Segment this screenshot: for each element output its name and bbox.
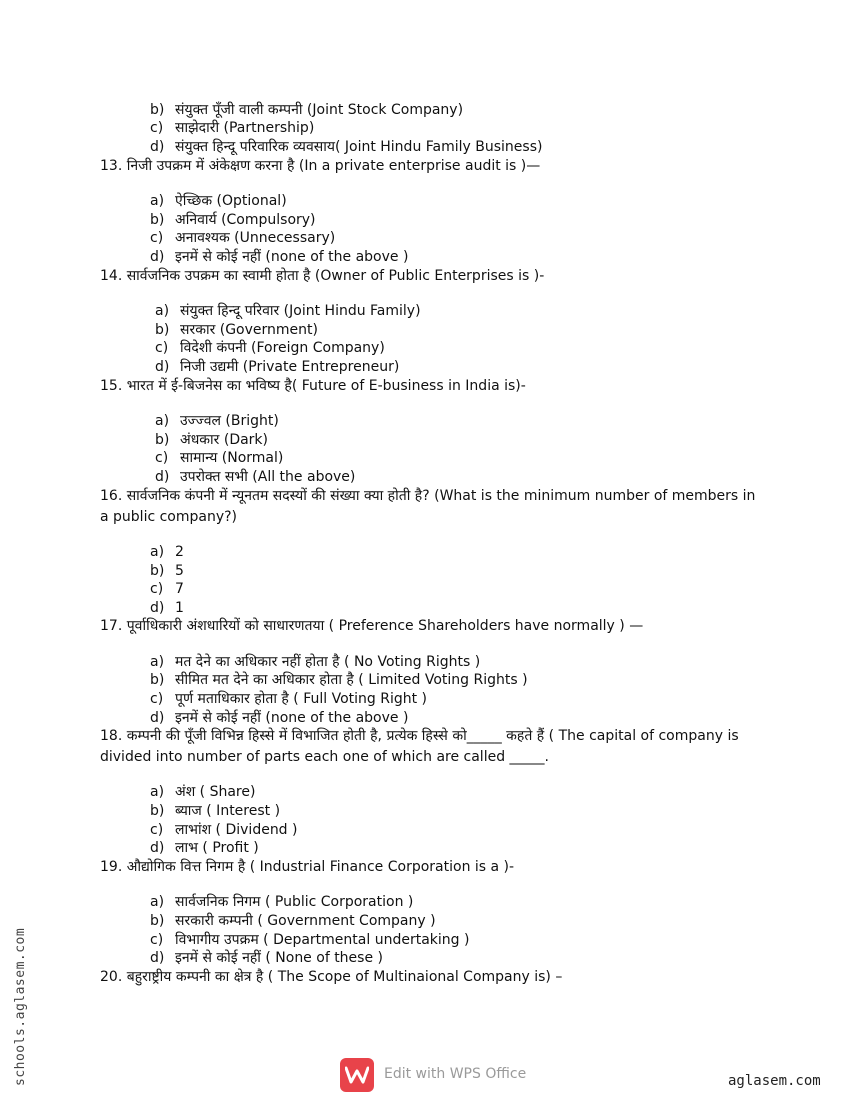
option-letter: b) [150,212,165,228]
option-text: 7 [175,581,184,597]
option-letter: d) [150,840,165,856]
option [150,229,335,247]
site-watermark: aglasem.com [728,1073,821,1089]
option [150,599,184,617]
option-letter: b) [150,803,165,819]
option [150,690,427,708]
option [150,211,316,229]
option [155,321,318,339]
side-watermark: schools.aglasem.com [13,927,28,1086]
option-text: विभागीय उपक्रम ( Departmental undertaking ) [175,932,470,948]
option-letter: c) [155,340,169,356]
option-text: इनमें से कोई नहीं (none of the above ) [175,710,409,726]
option-letter: a) [150,193,165,209]
option-text: सीमित मत देने का अधिकार होता है ( Limited Voting Rights ) [175,672,528,688]
wps-edit-button[interactable] [340,1058,540,1092]
option-text: लाभ ( Profit ) [175,840,259,856]
option [155,449,283,467]
option-letter: a) [150,654,165,670]
question: 17. पूर्वाधिकारी अंशधारियों को साधारणतया ( Preference Shareholders have normally ) — [100,618,644,634]
option-text: सामान्य (Normal) [180,450,284,466]
option-letter: b) [150,913,165,929]
option-letter: b) [150,102,165,118]
option-letter: d) [150,139,165,155]
option-text: 2 [175,544,184,560]
question: 16. सार्वजनिक कंपनी में न्यूनतम सदस्यों की संख्या क्या होती है? (What is the minimum number of members in [100,488,756,504]
option-letter: d) [150,600,165,616]
question: 13. निजी उपक्रम में अंकेक्षण करना है (In a private enterprise audit is )— [100,158,541,174]
option-letter: c) [150,581,164,597]
option-text: इनमें से कोई नहीं (none of the above ) [175,249,409,265]
option [150,138,542,156]
option [155,302,421,320]
option [150,893,413,911]
option-text: साझेदारी (Partnership) [175,120,315,136]
option-letter: c) [150,932,164,948]
option [155,468,355,486]
option [155,339,385,357]
option [150,839,259,857]
option [150,802,280,820]
question-continued: divided into number of parts each one of which are called _____. [100,749,549,765]
option-letter: b) [155,432,170,448]
option [150,931,469,949]
option [150,543,184,561]
option-letter: b) [150,563,165,579]
option-text: इनमें से कोई नहीं ( None of these ) [175,950,383,966]
option-letter: d) [155,469,170,485]
option-letter: b) [150,672,165,688]
option-letter: d) [155,359,170,375]
option-letter: b) [155,322,170,338]
option-letter: a) [150,544,165,560]
option-letter: c) [150,120,164,136]
wps-edit-label: Edit with WPS Office [384,1066,527,1082]
option-text: विदेशी कंपनी (Foreign Company) [180,340,385,356]
option [150,949,383,967]
option-text: पूर्ण मताधिकार होता है ( Full Voting Right ) [175,691,428,707]
option [155,358,399,376]
option-letter: c) [150,230,164,246]
option-letter: a) [155,413,170,429]
option-letter: c) [150,691,164,707]
question: 19. औद्योगिक वित्त निगम है ( Industrial Finance Corporation is a )- [100,859,515,875]
option [155,431,268,449]
option [150,562,184,580]
option-text: सरकारी कम्पनी ( Government Company ) [175,913,436,929]
option-letter: a) [150,894,165,910]
option-text: मत देने का अधिकार नहीं होता है ( No Voting Rights ) [175,654,481,670]
option [150,821,298,839]
option [150,248,408,266]
option-text: ब्याज ( Interest ) [175,803,281,819]
option [150,192,287,210]
option-text: उज्ज्वल (Bright) [180,413,279,429]
option-text: ऐच्छिक (Optional) [175,193,287,209]
option-text: 1 [175,600,184,616]
question: 18. कम्पनी की पूँजी विभिन्न हिस्से में विभाजित होती है, प्रत्येक हिस्से को_____ कहते हैं ( The capital of company is [100,728,739,744]
option [150,653,480,671]
question: 15. भारत में ई-बिजनेस का भविष्य है( Future of E-business in India is)- [100,378,526,394]
option-letter: a) [155,303,170,319]
option-letter: d) [150,249,165,265]
option-text: अनावश्यक (Unnecessary) [175,230,336,246]
option [155,412,279,430]
option-text: अनिवार्य (Compulsory) [175,212,316,228]
option-letter: a) [150,784,165,800]
option-text: संयुक्त हिन्दू परिवार (Joint Hindu Family) [180,303,421,319]
option-text: निजी उद्यमी (Private Entrepreneur) [180,359,400,375]
option-text: सरकार (Government) [180,322,318,338]
option [150,912,436,930]
option-text: अंश ( Share) [175,784,256,800]
option [150,580,184,598]
option [150,671,528,689]
question: 20. बहुराष्ट्रीय कम्पनी का क्षेत्र है ( The Scope of Multinaional Company is) – [100,969,563,985]
option-letter: c) [155,450,169,466]
option-letter: d) [150,710,165,726]
option-text: सार्वजनिक निगम ( Public Corporation ) [175,894,414,910]
question-continued: a public company?) [100,509,238,525]
option [150,119,314,137]
option-letter: c) [150,822,164,838]
question: 14. सार्वजनिक उपक्रम का स्वामी होता है (Owner of Public Enterprises is )- [100,268,545,284]
option-text: अंधकार (Dark) [180,432,269,448]
option [150,783,255,801]
option [150,709,408,727]
option-text: संयुक्त पूँजी वाली कम्पनी (Joint Stock Company) [175,102,464,118]
option-text: 5 [175,563,184,579]
option-text: लाभांश ( Dividend ) [175,822,298,838]
wps-logo-icon [340,1058,374,1092]
option-text: संयुक्त हिन्दू परिवारिक व्यवसाय( Joint Hindu Family Business) [175,139,543,155]
option [150,101,463,119]
option-text: उपरोक्त सभी (All the above) [180,469,356,485]
option-letter: d) [150,950,165,966]
